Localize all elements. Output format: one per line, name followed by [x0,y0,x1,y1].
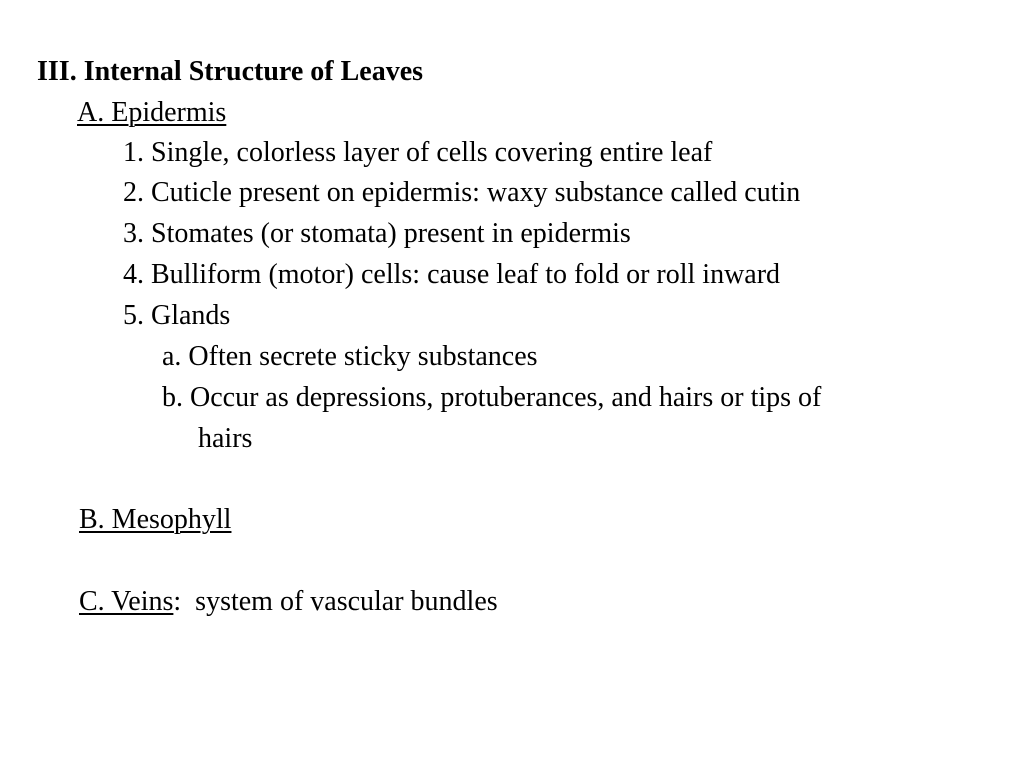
sub-item-b-continued: hairs [198,423,253,454]
section-c-description: : system of vascular bundles [173,586,498,617]
list-item-5: 5. Glands [123,300,231,331]
list-item-1: 1. Single, colorless layer of cells covering entire leaf [123,137,713,168]
list-item-2: 2. Cuticle present on epidermis: waxy substance called cutin [123,177,801,208]
slide-title: III. Internal Structure of Leaves [37,56,424,87]
sub-item-b: b. Occur as depressions, protuberances, and hairs or tips of [162,382,822,413]
section-b-heading [79,500,231,540]
list-item-4: 4. Bulliform (motor) cells: cause leaf to fold or roll inward [123,259,781,290]
section-a-heading-text: A. Epidermis [77,97,227,128]
section-c-line [79,582,498,622]
list-item-3: 3. Stomates (or stomata) present in epidermis [123,218,631,249]
section-b-heading-text: B. Mesophyll [79,504,232,535]
section-c-heading-text: C. Veins [79,586,174,617]
sub-item-a: a. Often secrete sticky substances [162,341,538,372]
section-a-heading [77,93,226,133]
